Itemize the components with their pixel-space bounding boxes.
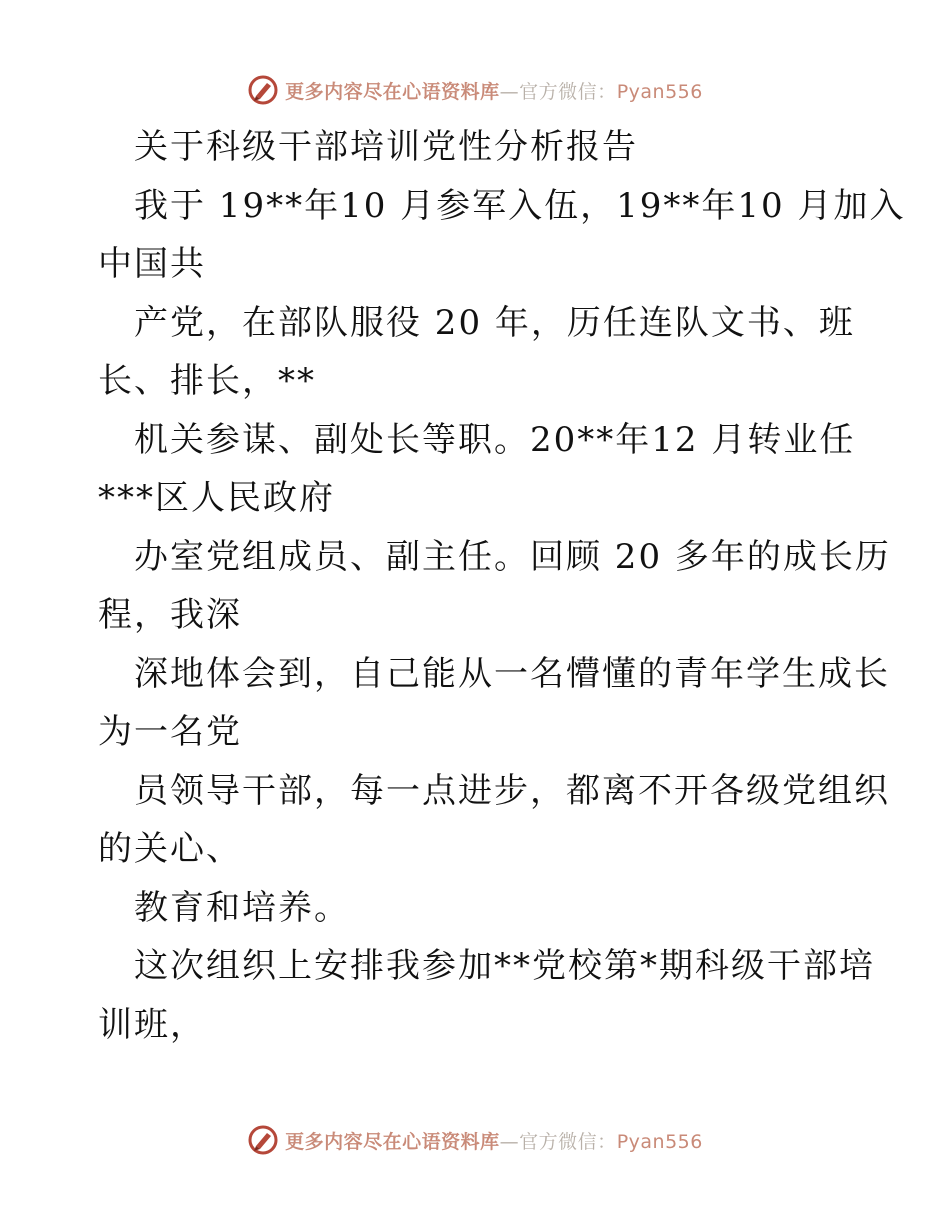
document-line: 中国共 xyxy=(98,244,206,284)
document-line: 长、排长，** xyxy=(98,361,316,401)
document-line: 关于科级干部培训党性分析报告 xyxy=(134,127,638,167)
document-line: 程，我深 xyxy=(98,595,242,635)
document-body xyxy=(98,118,906,1054)
header-separator: — xyxy=(499,80,520,103)
header-brand: 更多内容尽在心语资料库 xyxy=(285,80,500,103)
document-line: 机关参谋、副处长等职。20**年12 月转业任 xyxy=(134,419,856,460)
footer-brand: 更多内容尽在心语资料库 xyxy=(285,1130,500,1153)
footer-banner-text xyxy=(285,1127,703,1154)
header-wechat-id: Pyan556 xyxy=(616,80,703,103)
document-line: 的关心、 xyxy=(98,829,242,869)
document-line: 训班， xyxy=(98,1004,206,1045)
document-line: 员领导干部，每一点进步，都离不开各级党组织 xyxy=(134,770,890,811)
document-line: 产党，在部队服役 20 年，历任连队文书、班 xyxy=(134,302,855,343)
header-banner-text xyxy=(285,77,703,104)
footer-wechat-id: Pyan556 xyxy=(616,1130,703,1153)
document-line: 教育和培养。 xyxy=(134,887,350,928)
pen-logo-icon xyxy=(247,1124,279,1156)
header-banner-inner xyxy=(247,74,703,106)
document-line: 这次组织上安排我参加**党校第*期科级干部培 xyxy=(134,946,875,986)
document-line: ***区人民政府 xyxy=(98,478,335,518)
footer-banner-inner xyxy=(247,1124,703,1156)
footer-banner xyxy=(0,1118,950,1162)
header-label: 官方微信： xyxy=(519,80,617,103)
footer-separator: — xyxy=(499,1130,520,1153)
pen-logo-icon xyxy=(247,74,279,106)
footer-label: 官方微信： xyxy=(519,1130,617,1153)
document-line: 办室党组成员、副主任。回顾 20 多年的成长历 xyxy=(134,536,891,577)
document-line: 深地体会到，自己能从一名懵懂的青年学生成长 xyxy=(134,653,890,694)
document-line: 为一名党 xyxy=(98,712,242,752)
document-line: 我于 19**年10 月参军入伍，19**年10 月加入 xyxy=(134,185,906,226)
header-banner xyxy=(0,68,950,112)
